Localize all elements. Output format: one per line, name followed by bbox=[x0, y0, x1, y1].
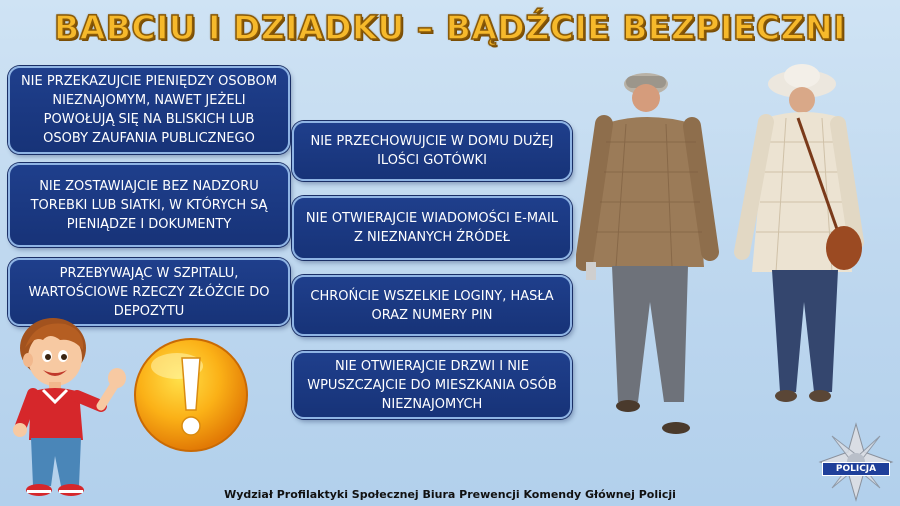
page-title: BABCIU I DZIADKU – BĄDŹCIE BEZPIECZNI bbox=[54, 8, 846, 47]
tip-box bbox=[8, 66, 290, 154]
tip-text: NIE OTWIERAJCIE WIADOMOŚCI E-MAIL Z NIEZNANYCH ŹRÓDEŁ bbox=[305, 211, 559, 245]
tip-text: NIE ZOSTAWIAJCIE BEZ NADZORU TOREBKI LUB SIATKI, W KTÓRYCH SĄ PIENIĄDZE I DOKUMENTY bbox=[30, 178, 268, 232]
tip-text: NIE OTWIERAJCIE DRZWI I NIE WPUSZCZAJCIE DO MIESZKANIA OSÓB NIEZNAJOMYCH bbox=[307, 358, 557, 412]
tip-box bbox=[292, 196, 572, 260]
elderly-couple-photo bbox=[576, 62, 866, 437]
footer-credit: Wydział Profilaktyki Społecznej Biura Prewencji Komendy Głównej Policji bbox=[224, 488, 676, 501]
tip-text: NIE PRZEKAZUJCIE PIENIĘDZY OSOBOM NIEZNAJOMYM, NAWET JEŻELI POWOŁUJĄ SIĘ NA BLISKICH LUB OSOBY ZAUFANIA PUBLICZNEGO bbox=[20, 74, 278, 146]
tip-text: CHROŃCIE WSZELKIE LOGINY, HASŁA ORAZ NUMERY PIN bbox=[310, 288, 554, 323]
tip-text: NIE PRZECHOWUJCIE W DOMU DUŻEJ ILOŚCI GOTÓWKI bbox=[310, 134, 554, 168]
tip-box bbox=[292, 351, 572, 419]
cartoon-boy-illustration bbox=[5, 310, 130, 500]
exclamation-warning-icon bbox=[132, 336, 250, 454]
badge-label: POLICJA bbox=[822, 462, 890, 476]
tip-box bbox=[292, 121, 572, 181]
tip-text: PRZEBYWAJĄC W SZPITALU, WARTOŚCIOWE RZECZY ZŁÓŻCIE DO DEPOZYTU bbox=[28, 265, 270, 319]
tip-box bbox=[292, 275, 572, 336]
tip-box bbox=[8, 163, 290, 247]
